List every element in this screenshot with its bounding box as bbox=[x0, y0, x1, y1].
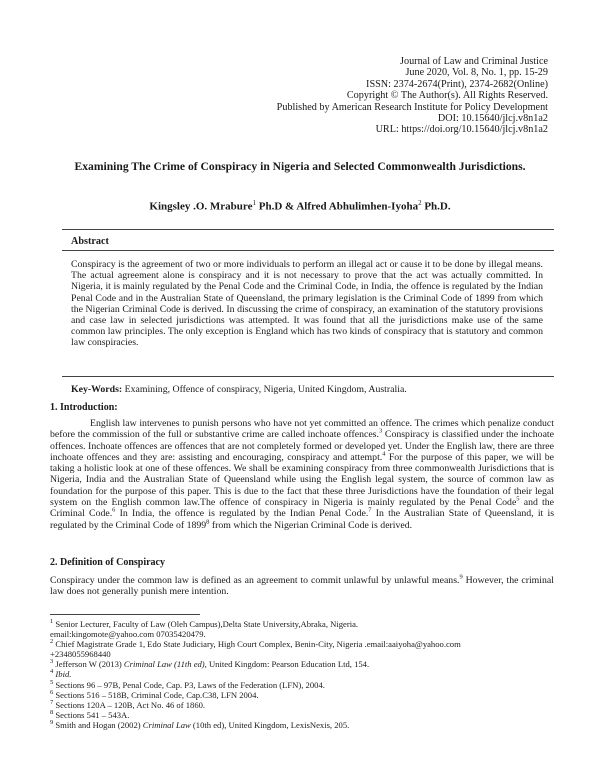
journal-publisher: Published by American Research Institute for Policy Development bbox=[276, 101, 548, 113]
author-1-footnote-mark[interactable]: 1 bbox=[252, 199, 256, 207]
footnote-9: $^9$ Smith and Hogan (2002) Criminal Law (10th ed), United Kingdom, LexisNexis, 205. bbox=[50, 719, 350, 730]
intro-sentence-5: In India, the offence is regulated by the Indian Penal Code. bbox=[119, 508, 369, 520]
footnote-1: $^1$ Senior Lecturer, Faculty of Law (Oleh Campus),Delta State University,Abraka, Nigeria. bbox=[50, 618, 359, 629]
abstract-text: Conspiracy is the agreement of two or more individuals to perform an illegal act or cause it to be done by illegal means. The actual agreement alone is conspiracy and it is not necessary to prove that the act was actually committed. In Nigeria, it is mainly regulated by the Penal Code and the Criminal Code, in India, the offence is regulated by the Indian Penal Code and in the Australian State of Queensland, the primary legislation is the Criminal Code of 1899 from which the Nigerian Criminal Code is derived. In discussing the crime of conspiracy, an examination of the statutory provisions and case law in selected jurisdictions was attempted. It was found that all the jurisdictions make use of the same common law principles. The only exception is England which has two kinds of conspiracy that is statutory and common law conspiracies. bbox=[71, 259, 543, 349]
definition-sentence-1: Conspiracy under the common law is defined as an agreement to commit unlawful by unlawful means. bbox=[50, 575, 460, 586]
journal-copyright: Copyright © The Author(s). All Rights Reserved. bbox=[346, 90, 548, 102]
footnote-8: $^8$ Sections 541 – 543A. bbox=[50, 708, 130, 720]
footnote-5: $^5$ Sections 96 – 97B, Penal Code, Cap. P3, Laws of the Federation (LFN), 2004. bbox=[50, 678, 325, 690]
journal-name: Journal of Law and Criminal Justice bbox=[400, 56, 548, 67]
abstract-top-rule bbox=[62, 229, 554, 230]
footnotes bbox=[50, 619, 560, 730]
intro-sentence-7: from which the Nigerian Criminal Code is derived. bbox=[211, 519, 413, 531]
definition-sentence-2: However, the criminal law does not generally punish mere intention. bbox=[50, 575, 554, 598]
footnote-6: $^6$ Sections 516 – 518B, Criminal Code, Cap.C38, LFN 2004. bbox=[50, 688, 259, 700]
footnote-ref-4[interactable]: 4 bbox=[382, 450, 386, 458]
footnote-ref-9[interactable]: 9 bbox=[459, 573, 463, 581]
journal-url[interactable]: URL: https://doi.org/10.15640/jlcj.v8n1a2 bbox=[375, 124, 548, 136]
paper-title: Examining The Crime of Conspiracy in Nigeria and Selected Commonwealth Jurisdictions. bbox=[74, 160, 526, 173]
journal-issue: June 2020, Vol. 8, No. 1, pp. 15-29 bbox=[405, 67, 548, 79]
footnote-ref-8[interactable]: 8 bbox=[206, 518, 210, 526]
intro-sentence-3: For the purpose of this paper, we will be taking a holistic look at one of these offences. We shall be examining conspiracy from three commonwealth Jurisdictions that is Nigeria, India and the Australian State of Queensland while using the English legal system, the source of common law as foundation for the purpose of this paper. This is due to the fact that these three Jurisdictions have the foundation of their legal system on the English common law.The offence of conspiracy in Nigeria is mainly regulated by the Penal Code bbox=[50, 451, 555, 509]
footnote-4: $^4$ Ibid. bbox=[50, 668, 72, 680]
footnote-3: $^3$ Jefferson W (2013) Criminal Law (11th ed), United Kingdom: Pearson Education Ltd, 154. bbox=[50, 658, 370, 670]
footnote-ref-3[interactable]: 3 bbox=[378, 428, 383, 436]
abstract-bottom-rule bbox=[62, 376, 554, 377]
journal-doi[interactable]: DOI: 10.15640/jlcj.v8n1a2 bbox=[437, 113, 548, 125]
author-2-footnote-mark[interactable]: 2 bbox=[418, 199, 422, 207]
keywords bbox=[71, 384, 554, 395]
section-introduction-heading: 1. Introduction: bbox=[50, 402, 118, 413]
author-2-degree: Ph.D. bbox=[424, 200, 451, 213]
footnote-7: $^7$ Sections 120A – 120B, Act No. 46 of 1860. bbox=[50, 698, 206, 710]
intro-sentence-6: In the Australian State of Queensland, it is regulated by the Criminal Code of 1899 bbox=[50, 508, 555, 531]
footnote-2: $^2$ Chief Magistrate Grade 1, Edo State Judiciary, High Court Complex, Benin-City, Nigeria .email:aaiyoha@yahoo.com bbox=[50, 638, 461, 650]
footnote-ref-7[interactable]: 7 bbox=[368, 507, 372, 515]
footnote-separator bbox=[50, 614, 200, 615]
keywords-label: Key-Words: bbox=[71, 384, 123, 395]
author-1-degree-and-author-2: Ph.D & Alfred Abhulimhen-Iyoha bbox=[258, 200, 419, 213]
author-line bbox=[40, 197, 560, 214]
intro-sentence-2: Conspiracy is classified under the inchoate offences. Inchoate offences are offences that are not completely formed or developed yet. Under the English law, there are three inchoate offences and they are: assisting and encouraging, conspiracy and attempt. bbox=[50, 429, 554, 463]
footnote-ref-5[interactable]: 5 bbox=[516, 495, 520, 503]
intro-sentence-4: and the Criminal Code. bbox=[50, 497, 554, 520]
section-definition-heading: 2. Definition of Conspiracy bbox=[50, 557, 165, 568]
abstract-heading-rule bbox=[62, 250, 554, 251]
footnote-2-contact: +2348055968440 bbox=[50, 649, 111, 660]
definition-body bbox=[50, 575, 554, 598]
journal-issn: ISSN: 2374-2674(Print), 2374-2682(Online) bbox=[366, 78, 548, 90]
author-1-name: Kingsley .O. Mrabure bbox=[149, 200, 253, 213]
abstract-heading: Abstract bbox=[71, 236, 109, 247]
journal-header bbox=[188, 56, 548, 136]
footnote-1-contact: email:kingomote@yahoo.com 07035420479. bbox=[50, 629, 206, 640]
keywords-list: Examining, Offence of conspiracy, Nigeria, United Kingdom, Australia. bbox=[124, 384, 407, 395]
footnote-ref-6[interactable]: 6 bbox=[112, 507, 116, 515]
intro-sentence-1: English law intervenes to punish persons who have not yet committed an offence. The crimes which penalize conduct before the commission of the full or substantive crime are called inchoate offences. bbox=[50, 418, 554, 441]
introduction-body bbox=[50, 418, 554, 531]
